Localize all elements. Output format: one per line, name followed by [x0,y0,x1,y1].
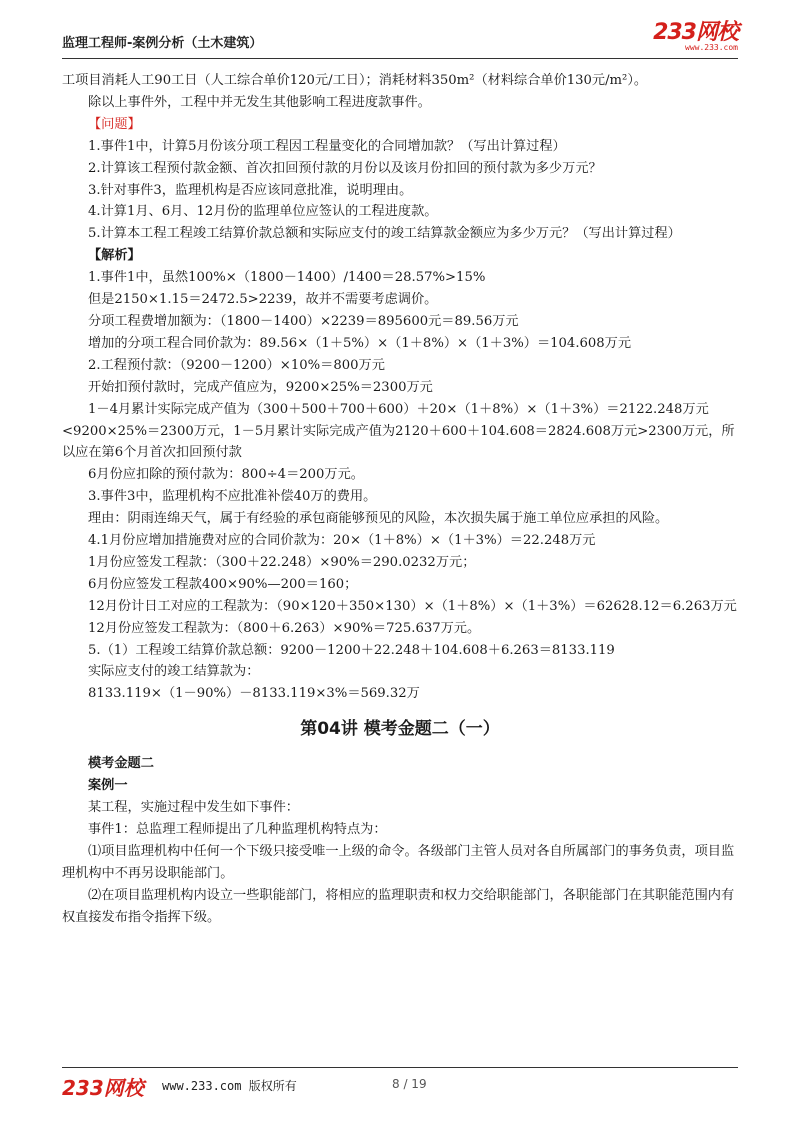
answer-block [62,70,738,705]
logo-url: www.233.com [685,43,738,52]
text-line: ⑴项目监理机构中任何一个下级只接受唯一上级的命令。各级部门主管人员对各自所属部门的事务负责，项目监理机构中不再另设职能部门。 [62,843,735,881]
text-line: 3.针对事件3，监理机构是否应该同意批准，说明理由。 [88,182,413,198]
footer-divider [62,1067,738,1068]
logo-text: 233网校 [653,20,738,45]
text-line: 2.计算该工程预付款金额、首次扣回预付款的月份以及该月份扣回的预付款为多少万元？ [88,160,602,176]
text-line: 分项工程费增加额为：（1800－1400）×2239＝895600元＝89.56万元 [88,313,519,329]
text-line: 某工程，实施过程中发生如下事件： [88,800,299,815]
text-line: 8133.119×（1－90%）－8133.119×3%＝569.32万 [88,686,420,702]
text-line: 3.事件3中，监理机构不应批准补偿40万的费用。 [88,489,377,505]
text-line: ⑵在项目监理机构内设立一些职能部门，将相应的监理职责和权力交给职能部门，各职能部门在其职能范围内有权直接发布指令指挥下级。 [62,887,735,925]
text-line: 实际应支付的竣工结算款为： [88,664,260,680]
text-line: 【问题】 [88,116,141,132]
document-body [62,70,738,928]
text-line: 4.计算1月、6月、12月份的监理单位应签认的工程进度款。 [88,204,438,220]
text-line: 工项目消耗人工90工日（人工综合单价120元/工日）；消耗材料350m²（材料综合单价130元/m²）。 [62,73,648,88]
footer-logo: 233网校 [62,1076,144,1100]
document-title: 监理工程师-案例分析（土木建筑） [62,36,263,51]
text-line: 6月份应签发工程款400×90%—200＝160； [88,576,358,592]
text-line: 4.1月份应增加措施费对应的合同价款为：20×（1＋8%）×（1＋3%）＝22.248万元 [88,533,596,549]
text-line: 1月份应签发工程款：（300＋22.248）×90%＝290.0232万元； [88,554,476,570]
text-line: 除以上事件外，工程中并无发生其他影响工程进度款事件。 [88,94,431,110]
text-line: 5.（1）工程竣工结算价款总额：9200－1200＋22.248＋104.608＋6.263＝8133.119 [88,642,615,658]
brand-logo [653,22,738,52]
text-line: 但是2150×1.15＝2472.5>2239，故并不需要考虑调价。 [88,292,438,308]
text-line: 12月份应签发工程款为：（800＋6.263）×90%＝725.637万元。 [88,620,481,636]
case-block [62,753,738,928]
text-line: 12月份计日工对应的工程款为：（90×120＋350×130）×（1＋8%）×（1＋3%）＝62628.12＝6.263万元 [88,598,737,614]
text-line: 1－4月累计实际完成产值为（300＋500＋700＋600）＋20×（1＋8%）×（1＋3%）＝2122.248万元<9200×25%＝2300万元，1－5月累计实际完成产值为2120＋600＋104.608＝2824.608万元>2300万元，所以应在第6个月首次扣回预付款 [62,401,735,461]
text-line: 6月份应扣除的预付款为：800÷4＝200万元。 [88,467,364,483]
page-number: 8 / 19 [392,1077,427,1091]
text-line: 【解析】 [88,248,141,264]
page-header [62,22,738,52]
text-line: 事件1：总监理工程师提出了几种监理机构特点为： [88,821,387,837]
text-line: 理由：阴雨连绵天气，属于有经验的承包商能够预见的风险，本次损失属于施工单位应承担的风险。 [88,511,669,527]
text-line: 案例一 [88,778,128,794]
footer-copyright: www.233.com 版权所有 [162,1079,297,1093]
text-line: 5.计算本工程工程竣工结算价款总额和实际应支付的竣工结算款金额应为多少万元？（写出计算过程） [88,226,681,242]
page-footer [62,1072,738,1102]
text-line: 模考金题二 [88,756,154,772]
text-line: 增加的分项工程合同价款为：89.56×（1＋5%）×（1＋8%）×（1＋3%）＝104.608万元 [88,335,632,351]
text-line: 1.事件1中，虽然100%×（1800－1400）/1400＝28.57%>15% [88,270,486,286]
header-divider [62,58,738,59]
section-title: 第04讲 模考金题二（一） [300,719,500,740]
text-line: 2.工程预付款：（9200－1200）×10%＝800万元 [88,357,385,373]
text-line: 1.事件1中，计算5月份该分项工程因工程量变化的合同增加款？（写出计算过程） [88,138,566,154]
text-line: 开始扣预付款时，完成产值应为，9200×25%＝2300万元 [88,379,433,395]
